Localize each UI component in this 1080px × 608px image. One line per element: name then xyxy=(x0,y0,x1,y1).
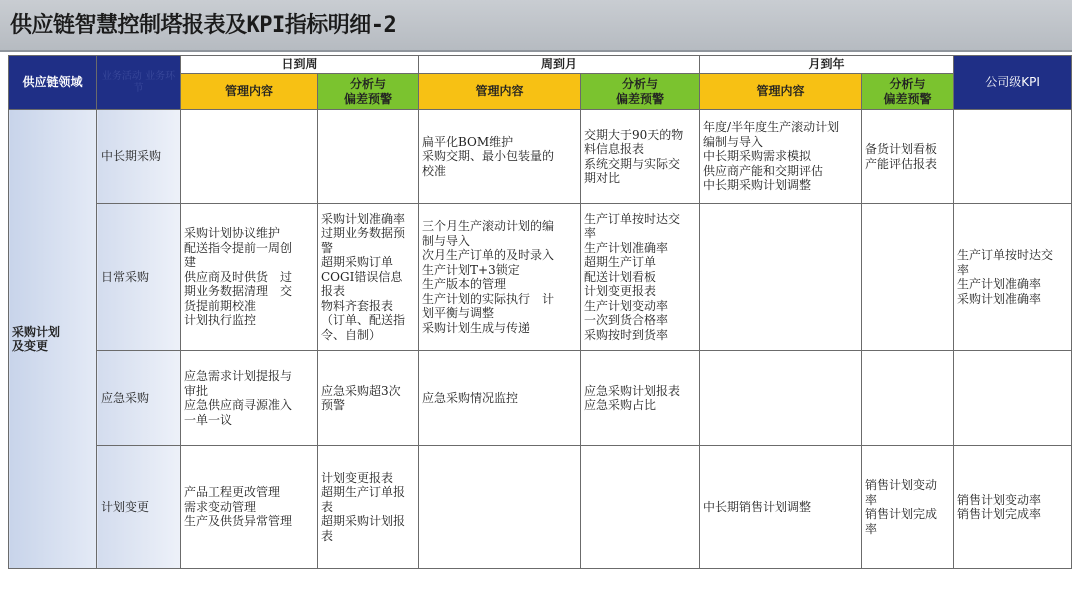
row-name: 日常采购 xyxy=(97,204,181,351)
cell-line: 率 xyxy=(957,262,970,277)
cell-line: 生产计划准确率 xyxy=(957,277,1042,291)
table-row xyxy=(9,204,1072,351)
header-row-periods xyxy=(9,56,1072,74)
cell-line: 应急采购占比 xyxy=(584,398,657,412)
cell-mgmt-monthly xyxy=(700,204,862,351)
cell-line: 生产计划T+3锁定 xyxy=(422,262,520,277)
cell-analysis-daily xyxy=(318,351,419,446)
cell-line: 一次到货合格率 xyxy=(584,313,669,328)
cell-kpi xyxy=(954,446,1072,569)
cell-line: 应急采购计划报表 xyxy=(584,383,681,398)
period-week-month: 周到月 xyxy=(419,56,700,74)
cell-line: 报表 xyxy=(321,284,346,299)
analysis-header-2 xyxy=(581,74,700,110)
cell-line: 过期业务数据预 xyxy=(321,226,406,241)
cell-line: 配送指令提前一周创 xyxy=(184,240,293,255)
cell-line: 计划执行监控 xyxy=(184,313,257,328)
cell-line: 期业务数据清理 交 xyxy=(184,284,293,299)
cell-line: 系统交期与实际交 xyxy=(584,156,681,171)
cell-line: 应急供应商寻源准入 xyxy=(184,398,293,412)
analysis-header-2-line1: 分析与 xyxy=(622,77,659,91)
analysis-header-1-line2: 偏差预警 xyxy=(344,91,393,106)
table-row xyxy=(9,351,1072,446)
cell-line: 期对比 xyxy=(584,171,621,185)
cell-line: 采购计划准确率 xyxy=(957,291,1042,306)
mgmt-header-2: 管理内容 xyxy=(419,74,581,110)
cell-line: 生产计划的实际执行 计 xyxy=(422,291,555,306)
cell-analysis-weekly xyxy=(581,351,700,446)
cell-line: 划平衡与调整 xyxy=(422,306,495,320)
cell-line: 审批 xyxy=(184,383,209,398)
kpi-header: 公司级KPI xyxy=(954,56,1072,110)
kpi-table xyxy=(8,55,1072,569)
cell-line: 应急采购情况监控 xyxy=(422,390,519,405)
cell-line: 率 xyxy=(865,492,878,507)
cell-mgmt-monthly xyxy=(700,110,862,204)
domain-cell xyxy=(9,110,97,569)
cell-line: 采购计划准确率 xyxy=(321,211,406,226)
cell-mgmt-weekly xyxy=(419,110,581,204)
cell-line: 料信息报表 xyxy=(584,142,645,156)
cell-line: 备货计划看板 xyxy=(865,142,938,156)
cell-line: 需求变动管理 xyxy=(184,499,257,514)
row-name: 应急采购 xyxy=(97,351,181,446)
cell-mgmt-daily xyxy=(181,204,318,351)
cell-line: 计划变更报表 xyxy=(584,284,657,299)
cell-line: 采购计划协议维护 xyxy=(184,226,281,241)
cell-line: 率 xyxy=(865,521,878,536)
cell-line: 生产订单按时达交 xyxy=(584,211,681,226)
page-title: 供应链智慧控制塔报表及KPI指标明细-2 xyxy=(10,13,397,38)
cell-mgmt-weekly xyxy=(419,204,581,351)
cell-mgmt-monthly xyxy=(700,351,862,446)
sub-domain-header xyxy=(97,56,181,110)
cell-line: 生产及供货异常管理 xyxy=(184,514,293,529)
cell-line: 中长期采购计划调整 xyxy=(703,178,812,193)
cell-line: 一单一议 xyxy=(184,412,233,427)
cell-line: 应急采购超3次 xyxy=(321,383,401,398)
period-day-week: 日到周 xyxy=(181,56,419,74)
cell-line: 令、自制） xyxy=(321,327,382,342)
cell-analysis-monthly xyxy=(862,351,954,446)
title-bar xyxy=(0,0,1072,52)
cell-line: 采购交期、最小包装量的 xyxy=(422,149,555,164)
analysis-header-1 xyxy=(318,74,419,110)
analysis-header-2-line2: 偏差预警 xyxy=(616,91,665,106)
cell-line: 超期采购订单 xyxy=(321,255,394,270)
cell-line: 供应商及时供货 过 xyxy=(184,269,293,284)
cell-analysis-daily xyxy=(318,204,419,351)
cell-line: 销售计划变动率 xyxy=(957,492,1042,507)
cell-analysis-weekly xyxy=(581,110,700,204)
cell-line: 供应商产能和交期评估 xyxy=(703,163,824,178)
table-row xyxy=(9,446,1072,569)
cell-line: 扁平化BOM维护 xyxy=(422,134,514,149)
cell-line: 年度/半年度生产滚动计划 xyxy=(703,120,840,135)
analysis-header-3-line2: 偏差预警 xyxy=(883,91,932,106)
domain-line1: 采购计划 xyxy=(12,324,61,339)
cell-analysis-daily xyxy=(318,446,419,569)
domain-line2: 及变更 xyxy=(12,339,49,353)
cell-line: 销售计划完成 xyxy=(865,507,938,521)
cell-line: COGI错误信息 xyxy=(321,269,403,284)
cell-line: 中长期采购需求模拟 xyxy=(703,149,812,164)
cell-line: 销售计划变动 xyxy=(865,478,938,492)
cell-line: 生产计划准确率 xyxy=(584,240,669,255)
row-name: 计划变更 xyxy=(97,446,181,569)
cell-mgmt-weekly xyxy=(419,351,581,446)
cell-line: 交期大于90天的物 xyxy=(584,127,684,142)
cell-line: 中长期销售计划调整 xyxy=(703,499,812,514)
cell-kpi xyxy=(954,351,1072,446)
cell-line: 率 xyxy=(584,226,597,241)
cell-line: 超期生产订单报 xyxy=(321,485,406,500)
cell-line: 计划变更报表 xyxy=(321,470,394,485)
cell-line: 货提前期校准 xyxy=(184,298,257,313)
cell-line: 表 xyxy=(321,499,334,514)
analysis-header-3-line1: 分析与 xyxy=(889,77,926,91)
mgmt-header-3: 管理内容 xyxy=(700,74,862,110)
cell-mgmt-daily xyxy=(181,446,318,569)
sub-domain-header-ghost: 业务活动 业务环节 xyxy=(101,70,176,94)
cell-line: 采购按时到货率 xyxy=(584,327,669,342)
domain-header: 供应链领域 xyxy=(9,56,97,110)
row-name: 中长期采购 xyxy=(97,110,181,204)
cell-line: 警 xyxy=(321,240,334,255)
cell-line: 生产版本的管理 xyxy=(422,277,507,291)
cell-mgmt-monthly xyxy=(700,446,862,569)
cell-line: 三个月生产滚动计划的编 xyxy=(422,219,555,233)
table-row xyxy=(9,110,1072,204)
cell-line: 产品工程更改管理 xyxy=(184,485,281,500)
cell-analysis-weekly xyxy=(581,446,700,569)
cell-mgmt-daily xyxy=(181,110,318,204)
cell-line: 建 xyxy=(184,255,197,270)
cell-line: 表 xyxy=(321,528,334,543)
cell-mgmt-weekly xyxy=(419,446,581,569)
cell-line: 采购计划生成与传递 xyxy=(422,320,531,335)
mgmt-header-1: 管理内容 xyxy=(181,74,318,110)
cell-analysis-weekly xyxy=(581,204,700,351)
cell-line: 物料齐套报表 xyxy=(321,298,394,313)
cell-line: 校准 xyxy=(422,163,447,178)
cell-analysis-monthly xyxy=(862,446,954,569)
analysis-header-1-line1: 分析与 xyxy=(350,77,387,91)
cell-kpi xyxy=(954,110,1072,204)
cell-mgmt-daily xyxy=(181,351,318,446)
cell-line: 生产计划变动率 xyxy=(584,298,669,313)
cell-line: 超期生产订单 xyxy=(584,255,657,270)
cell-line: 销售计划完成率 xyxy=(957,507,1042,521)
cell-line: 超期采购计划报 xyxy=(321,514,406,529)
cell-analysis-monthly xyxy=(862,204,954,351)
cell-line: 应急需求计划提报与 xyxy=(184,369,293,383)
cell-line: 次月生产订单的及时录入 xyxy=(422,248,555,262)
cell-analysis-monthly xyxy=(862,110,954,204)
cell-line: 配送计划看板 xyxy=(584,269,657,284)
cell-line: 产能评估报表 xyxy=(865,156,938,171)
cell-line: 预警 xyxy=(321,398,346,412)
cell-line: 编制与导入 xyxy=(703,134,764,149)
cell-line: 制与导入 xyxy=(422,233,471,248)
period-month-year: 月到年 xyxy=(700,56,954,74)
cell-kpi xyxy=(954,204,1072,351)
cell-analysis-daily xyxy=(318,110,419,204)
cell-line: 生产订单按时达交 xyxy=(957,248,1054,262)
cell-line: （订单、配送指 xyxy=(321,313,406,328)
analysis-header-3 xyxy=(862,74,954,110)
